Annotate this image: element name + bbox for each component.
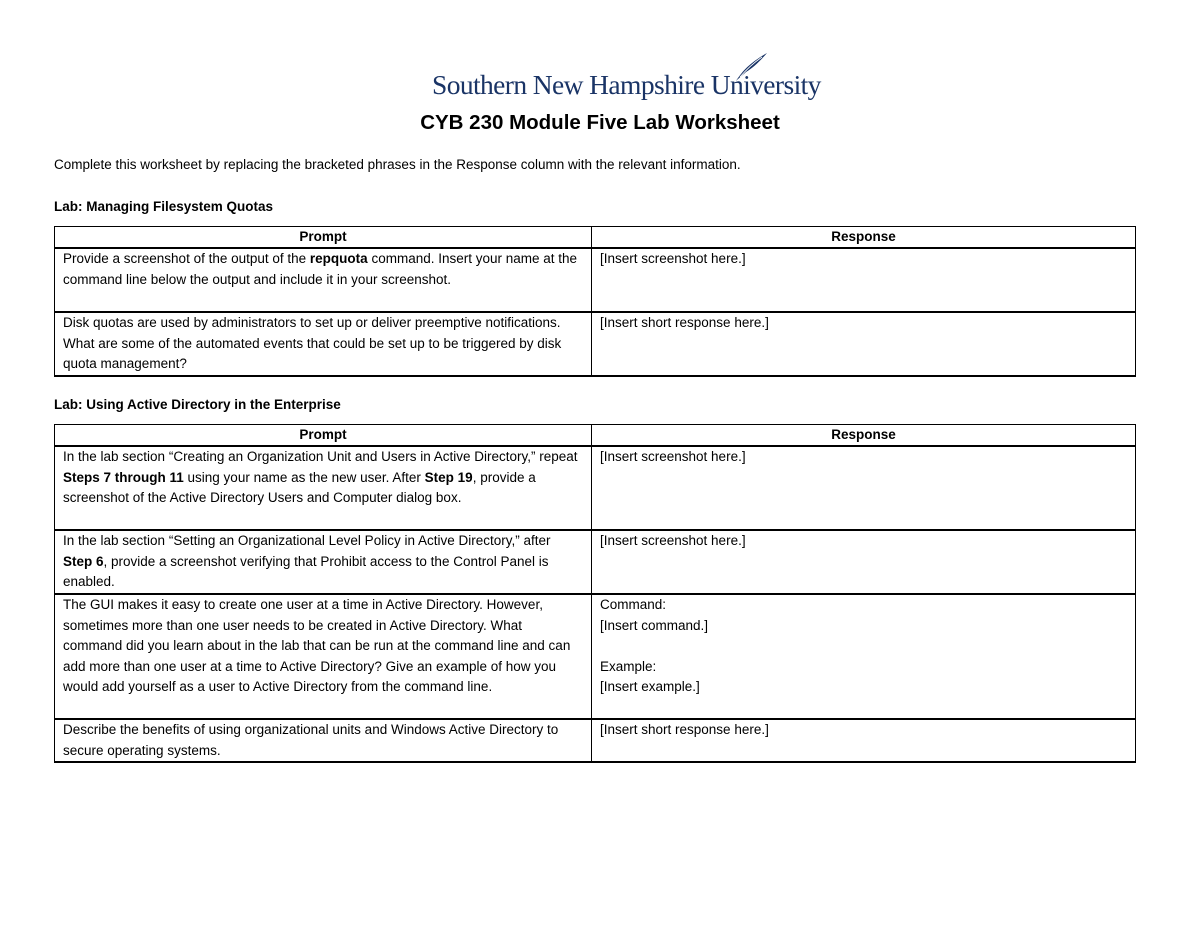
table-header-row (55, 425, 1136, 447)
intro-text: Complete this worksheet by replacing the bracketed phrases in the Response column with the relevant information. (54, 157, 741, 172)
response-placeholder: [Insert short response here.] (600, 722, 769, 737)
university-logo (432, 52, 821, 104)
table-row (55, 248, 1136, 312)
prompt-step-text: Step 19 (424, 469, 473, 485)
response-command-label: Command: (600, 597, 667, 612)
response-cell[interactable] (592, 594, 1136, 719)
logo-text: Southern New Hampshire University (432, 69, 821, 100)
active-directory-table (54, 424, 1136, 763)
response-placeholder: [Insert screenshot here.] (600, 251, 746, 266)
response-cell[interactable] (592, 446, 1136, 530)
prompt-cell (55, 530, 592, 594)
response-placeholder: [Insert example.] (600, 679, 700, 695)
response-column-header: Response (592, 425, 1136, 447)
prompt-step-text: Step 6 (63, 553, 104, 569)
response-placeholder: [Insert short response here.] (600, 315, 769, 330)
response-cell[interactable] (592, 312, 1136, 376)
response-column-header: Response (592, 227, 1136, 249)
prompt-steps-text: Steps 7 through 11 (63, 469, 184, 485)
table-row (55, 312, 1136, 376)
response-cell[interactable] (592, 248, 1136, 312)
prompt-text: , provide a screenshot of the Active Directory Users and Computer dialog box. (63, 469, 536, 506)
prompt-text: using your name as the new user. After (183, 469, 425, 485)
prompt-text: The GUI makes it easy to create one user at a time in Active Directory. However, sometimes more than one user needs to be created in Active Directory. What command did you learn about in the lab that can be run at the command line and can add more than one user at a time to Active Directory? Give an example of how you would add yourself as a user to Active Directory from the command line. (63, 597, 571, 695)
response-example-label: Example: (600, 658, 657, 674)
response-cell[interactable] (592, 719, 1136, 762)
prompt-cell (55, 446, 592, 530)
table-row (55, 530, 1136, 594)
prompt-text: Disk quotas are used by administrators to set up or deliver preemptive notifications. What are some of the automated events that could be set up to be triggered by disk quota management? (63, 315, 562, 372)
quotas-table (54, 226, 1136, 377)
prompt-text: Provide a screenshot of the output of the (63, 251, 310, 266)
prompt-text: In the lab section “Creating an Organization Unit and Users in Active Directory,” repeat (63, 449, 578, 464)
prompt-cell (55, 248, 592, 312)
prompt-command-text: repquota (309, 251, 368, 266)
response-spacer (600, 636, 1127, 657)
table-header-row (55, 227, 1136, 249)
response-placeholder: [Insert command.] (600, 617, 709, 633)
prompt-cell (55, 594, 592, 719)
table-row (55, 446, 1136, 530)
page-title: CYB 230 Module Five Lab Worksheet (420, 111, 780, 134)
section-heading-active-directory: Lab: Using Active Directory in the Enterprise (54, 397, 341, 412)
response-placeholder: [Insert screenshot here.] (600, 449, 746, 464)
prompt-text: Describe the benefits of using organizational units and Windows Active Directory to secure operating systems. (63, 722, 559, 758)
prompt-cell (55, 312, 592, 376)
response-placeholder: [Insert screenshot here.] (600, 533, 746, 548)
prompt-column-header: Prompt (55, 425, 592, 447)
prompt-text: , provide a screenshot verifying that Prohibit access to the Control Panel is enabled. (63, 553, 549, 590)
table-row (55, 594, 1136, 719)
response-cell[interactable] (592, 530, 1136, 594)
prompt-text: command. Insert your name at the command line below the output and include it in your screenshot. (63, 251, 578, 287)
section-heading-quotas: Lab: Managing Filesystem Quotas (54, 199, 274, 214)
prompt-cell (55, 719, 592, 762)
prompt-text: In the lab section “Setting an Organizational Level Policy in Active Directory,” after (63, 533, 551, 548)
prompt-column-header: Prompt (55, 227, 592, 249)
table-row (55, 719, 1136, 762)
